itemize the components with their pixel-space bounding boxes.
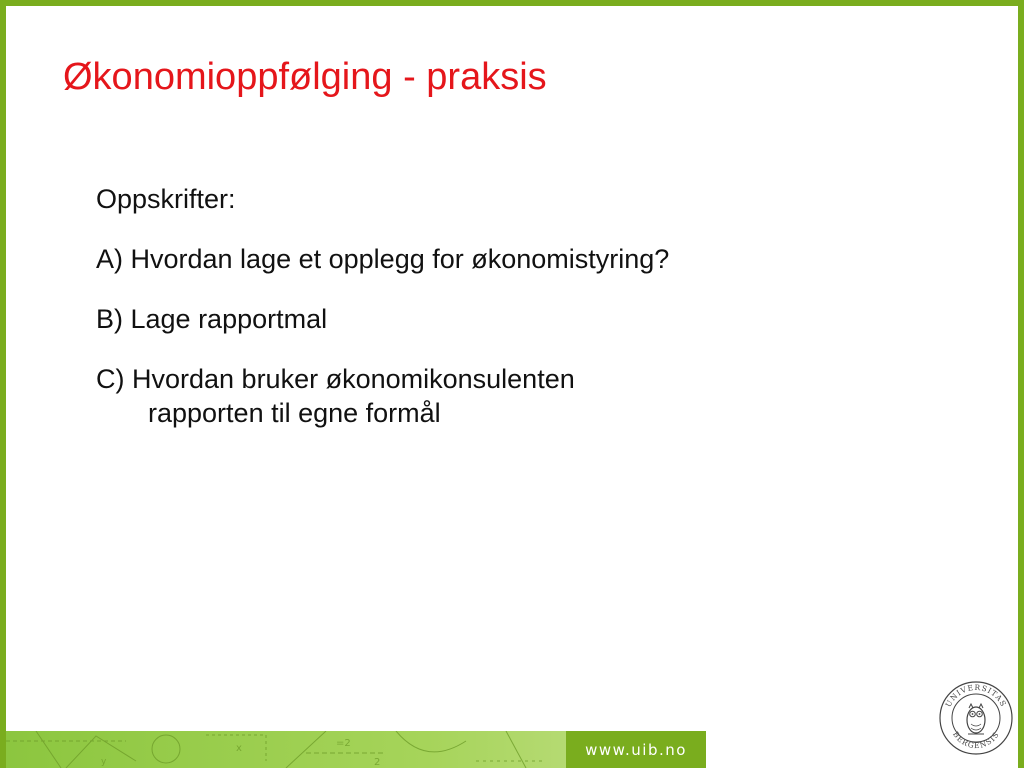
url-link[interactable]: www.uib.no [585,740,687,759]
list-item-text: B) Lage rapportmal [96,304,328,334]
list-item [96,362,669,430]
list-item-continuation: rapporten til egne formål [148,398,441,428]
list-item-text: A) Hvordan lage et opplegg for økonomistyring? [96,244,670,274]
svg-text:=2: =2 [336,738,351,749]
slide-body [96,182,669,456]
page-title: Økonomioppfølging - praksis [63,56,547,98]
url-badge[interactable] [566,731,706,768]
svg-text:y: y [101,757,107,767]
svg-text:x: x [236,743,242,754]
svg-text:2: 2 [374,757,381,768]
footer [6,731,1024,768]
list-item-text: C) Hvordan bruker økonomikonsulenten [96,364,575,394]
list-item [96,242,669,276]
list-heading: Oppskrifter: [96,184,236,214]
list-item [96,302,669,336]
svg-text:BERGENSIS: BERGENSIS [950,729,1002,751]
svg-text:UNIVERSITAS: UNIVERSITAS [943,682,1009,709]
